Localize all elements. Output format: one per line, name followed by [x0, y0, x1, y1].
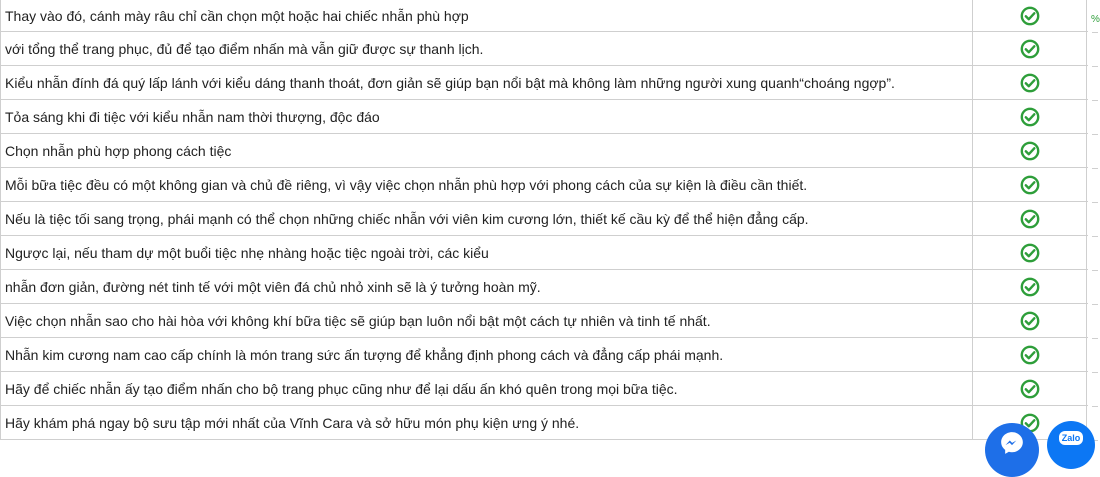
row-text: Việc chọn nhẫn sao cho hài hòa với không khí bữa tiệc sẽ giúp bạn luôn nổi bật một cách tự nhiên và tinh tế nhất.	[1, 304, 973, 337]
table-row	[1, 202, 1088, 236]
edge-tick	[1092, 270, 1098, 271]
table-row	[1, 270, 1088, 304]
row-check-cell	[973, 236, 1087, 269]
row-text: Mỗi bữa tiệc đều có một không gian và chủ đề riêng, vì vậy việc chọn nhẫn phù hợp với phong cách của sự kiện là điều cần thiết.	[1, 168, 973, 201]
check-circle-icon	[1020, 209, 1040, 229]
edge-tick	[1092, 236, 1098, 237]
row-check-cell	[973, 0, 1087, 31]
row-text: với tổng thể trang phục, đủ để tạo điểm nhấn mà vẫn giữ được sự thanh lịch.	[1, 32, 973, 65]
table-row	[1, 100, 1088, 134]
row-check-cell	[973, 270, 1087, 303]
table-row	[1, 66, 1088, 100]
edge-tick	[1092, 338, 1098, 339]
row-check-cell	[973, 168, 1087, 201]
zalo-icon: Zalo	[1059, 431, 1084, 445]
row-check-cell	[973, 134, 1087, 167]
messenger-icon	[999, 430, 1025, 456]
edge-tick	[1092, 304, 1098, 305]
edge-tick	[1092, 202, 1098, 203]
row-check-cell	[973, 100, 1087, 133]
zalo-chat-button[interactable]	[1047, 421, 1095, 469]
row-text: Nhẫn kim cương nam cao cấp chính là món trang sức ấn tượng để khẳng định phong cách và đẳng cấp phái mạnh.	[1, 338, 973, 371]
row-text: Ngược lại, nếu tham dự một buổi tiệc nhẹ nhàng hoặc tiệc ngoài trời, các kiểu	[1, 236, 973, 269]
table-row	[1, 406, 1088, 440]
check-circle-icon	[1020, 243, 1040, 263]
row-check-cell	[973, 202, 1087, 235]
row-text: Kiểu nhẫn đính đá quý lấp lánh với kiểu dáng thanh thoát, đơn giản sẽ giúp bạn nổi bật mà không làm những người xung quanh“choáng ngợp”.	[1, 66, 973, 99]
row-check-cell	[973, 338, 1087, 371]
scroll-edge	[1088, 0, 1098, 453]
row-check-cell	[973, 304, 1087, 337]
row-text: Chọn nhẫn phù hợp phong cách tiệc	[1, 134, 973, 167]
row-text: Hãy để chiếc nhẫn ấy tạo điểm nhấn cho bộ trang phục cũng như để lại dấu ấn khó quên trong mọi bữa tiệc.	[1, 372, 973, 405]
row-check-cell	[973, 66, 1087, 99]
check-circle-icon	[1020, 175, 1040, 195]
check-circle-icon	[1020, 73, 1040, 93]
table-row	[1, 32, 1088, 66]
check-circle-icon	[1020, 379, 1040, 399]
check-circle-icon	[1020, 39, 1040, 59]
row-check-cell	[973, 372, 1087, 405]
edge-tick	[1092, 406, 1098, 407]
row-text: Nếu là tiệc tối sang trọng, phái mạnh có thể chọn những chiếc nhẫn với viên kim cương lớn, thiết kế cầu kỳ để thể hiện đẳng cấp.	[1, 202, 973, 235]
edge-tick	[1092, 66, 1098, 67]
table-row	[1, 236, 1088, 270]
edge-tick	[1092, 134, 1098, 135]
row-text: nhẫn đơn giản, đường nét tinh tế với một viên đá chủ nhỏ xinh sẽ là ý tưởng hoàn mỹ.	[1, 270, 973, 303]
table-row	[1, 0, 1088, 32]
edge-tick	[1092, 372, 1098, 373]
check-circle-icon	[1020, 141, 1040, 161]
messenger-chat-button[interactable]	[985, 423, 1039, 477]
table-row	[1, 372, 1088, 406]
check-circle-icon	[1020, 345, 1040, 365]
row-check-cell	[973, 32, 1087, 65]
table-row	[1, 134, 1088, 168]
edge-tick	[1092, 168, 1098, 169]
check-circle-icon	[1020, 107, 1040, 127]
table-row	[1, 338, 1088, 372]
row-text: Hãy khám phá ngay bộ sưu tập mới nhất của Vĩnh Cara và sở hữu món phụ kiện ưng ý nhé.	[1, 406, 973, 439]
check-circle-icon	[1020, 277, 1040, 297]
row-text: Thay vào đó, cánh mày râu chỉ cần chọn một hoặc hai chiếc nhẫn phù hợp	[1, 0, 973, 31]
edge-tick	[1092, 100, 1098, 101]
table-row	[1, 168, 1088, 202]
edge-tick	[1092, 32, 1098, 33]
edge-mark: %	[1091, 14, 1100, 25]
table-row	[1, 304, 1088, 338]
check-circle-icon	[1020, 6, 1040, 26]
check-circle-icon	[1020, 311, 1040, 331]
row-text: Tỏa sáng khi đi tiệc với kiểu nhẫn nam thời thượng, độc đáo	[1, 100, 973, 133]
